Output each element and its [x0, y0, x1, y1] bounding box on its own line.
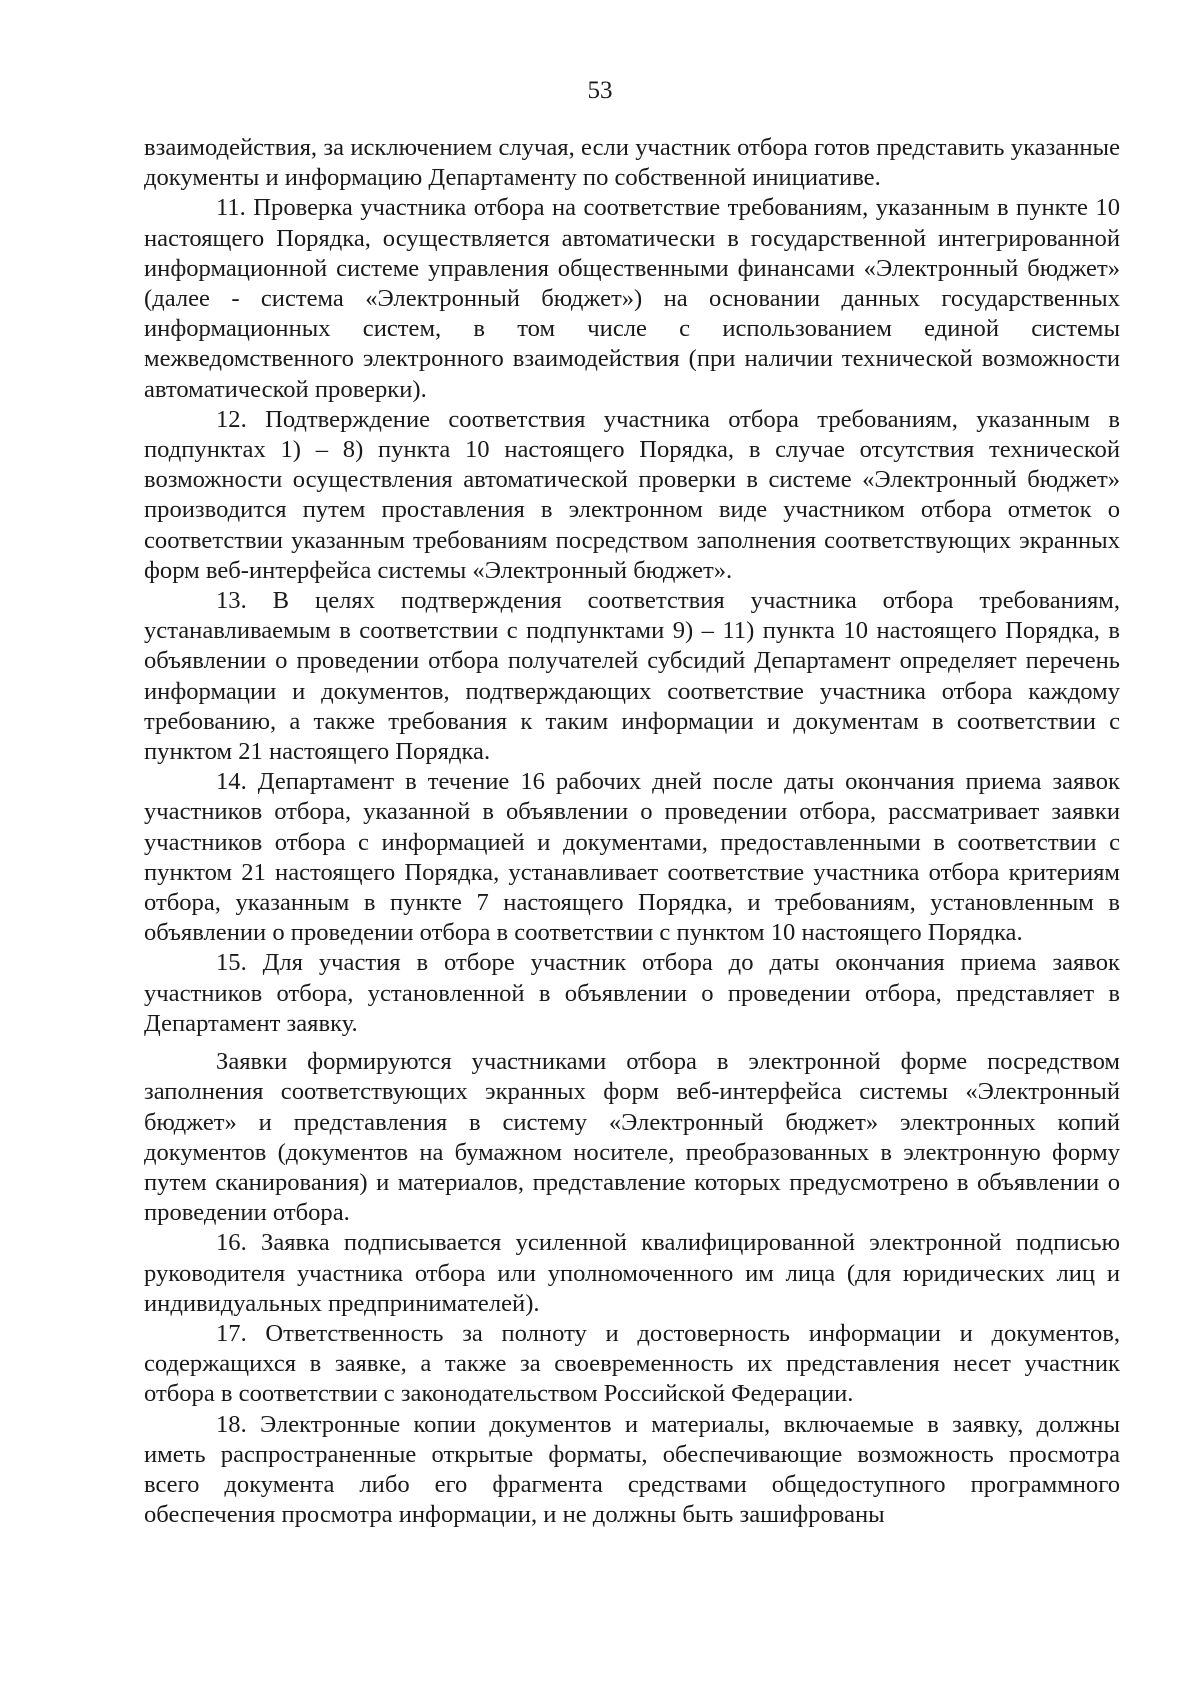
- paragraph-16: 16. Заявка подписывается усиленной квалифицированной электронной подписью руководителя участника отбора или уполномоченного им лица (для юридических лиц и индивидуальных предпринимателей).: [144, 1229, 1120, 1317]
- paragraph-14: 14. Департамент в течение 16 рабочих дней после даты окончания приема заявок участников отбора, указанной в объявлении о проведении отбора, рассматривает заявки участников отбора с информацией и документами, предоставленными в соответствии с пунктом 21 настоящего Порядка, устанавливает соответствие участника отбора критериям отбора, указанным в пункте 7 настоящего Порядка, и требованиям, установленным в объявлении о проведении отбора в соответствии с пунктом 10 настоящего Порядка.: [144, 768, 1120, 947]
- paragraph-18: 18. Электронные копии документов и материалы, включаемые в заявку, должны иметь распространенные открытые форматы, обеспечивающие возможность просмотра всего документа либо его фрагмента средствами общедоступного программного обеспечения просмотра информации, и не должны быть зашифрованы: [144, 1410, 1120, 1529]
- paragraph-12: 12. Подтверждение соответствия участника отбора требованиям, указанным в подпунктах 1) – 8) пункта 10 настоящего Порядка, в случае отсутствия технической возможности осуществления автоматической проверки в системе «Электронный бюджет» производится путем проставления в электронном виде участником отбора отметок о соответствии указанным требованиям посредством заполнения соответствующих экранных форм веб-интерфейса системы «Электронный бюджет».: [144, 405, 1120, 584]
- paragraph-15-applications: Заявки формируются участниками отбора в электронной форме посредством заполнения соответствующих экранных форм веб-интерфейса системы «Электронный бюджет» и представления в систему «Электронный бюджет» электронных копий документов (документов на бумажном носителе, преобразованных в электронную форму путем сканирования) и материалов, представление которых предусмотрено в объявлении о проведении отбора.: [144, 1048, 1120, 1227]
- paragraph-15: 15. Для участия в отборе участник отбора до даты окончания приема заявок участников отбора, установленной в объявлении о проведении отбора, представляет в Департамент заявку.: [144, 949, 1120, 1037]
- paragraph-continuation: взаимодействия, за исключением случая, если участник отбора готов представить указанные документы и информацию Департаменту по собственной инициативе.: [144, 134, 1120, 192]
- page-number: 53: [587, 77, 613, 104]
- paragraph-17: 17. Ответственность за полноту и достоверность информации и документов, содержащихся в заявке, а также за своевременность их представления несет участник отбора в соответствии с законодательством Российской Федерации.: [144, 1319, 1120, 1408]
- paragraph-13: 13. В целях подтверждения соответствия участника отбора требованиям, устанавливаемым в соответствии с подпунктами 9) – 11) пункта 10 настоящего Порядка, в объявлении о проведении отбора получателей субсидий Департамент определяет перечень информации и документов, подтверждающих соответствие участника отбора каждому требованию, а также требования к таким информации и документам в соответствии с пунктом 21 настоящего Порядка.: [144, 587, 1120, 766]
- document-body: [144, 133, 1120, 1530]
- paragraph-11: 11. Проверка участника отбора на соответствие требованиям, указанным в пункте 10 настоящего Порядка, осуществляется автоматически в государственной интегрированной информационной системе управления общественными финансами «Электронный бюджет» (далее - система «Электронный бюджет») на основании данных государственных информационных систем, в том числе с использованием единой системы межведомственного электронного взаимодействия (при наличии технической возможности автоматической проверки).: [144, 194, 1120, 403]
